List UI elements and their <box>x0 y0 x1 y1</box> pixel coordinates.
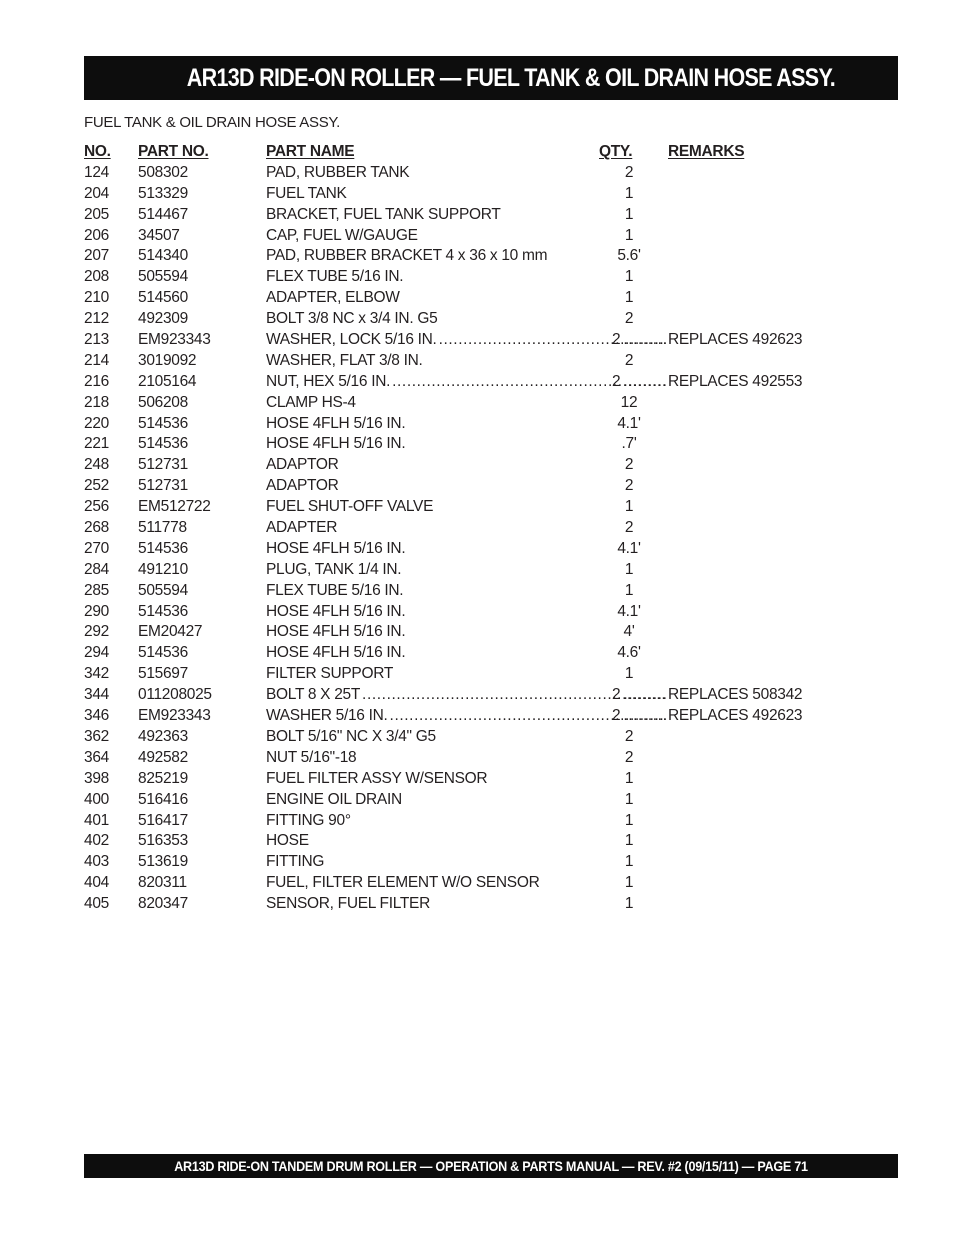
page-title: AR13D RIDE-ON ROLLER — FUEL TANK & OIL DRAIN HOSE ASSY. <box>186 63 836 92</box>
cell-part-name: NUT 5/16"-18 <box>266 748 357 766</box>
cell-qty: 1 <box>624 811 634 829</box>
cell-qty: 2 <box>624 351 634 369</box>
cell-part-no: 514340 <box>138 247 188 265</box>
cell-part-no: 514536 <box>138 435 188 453</box>
cell-part-no: 512731 <box>138 477 188 495</box>
cell-no: 404 <box>84 874 109 892</box>
cell-part-no: 514536 <box>138 602 188 620</box>
cell-part-no: 516417 <box>138 811 188 829</box>
table-row <box>84 560 814 581</box>
cell-qty-leader <box>612 706 666 727</box>
cell-qty: 2 <box>612 686 621 704</box>
cell-part-name: HOSE 4FLH 5/16 IN. <box>266 435 406 453</box>
cell-part-no: 508302 <box>138 163 188 181</box>
table-row <box>84 476 814 497</box>
cell-part-name: HOSE 4FLH 5/16 IN. <box>266 602 406 620</box>
cell-part-name: PLUG, TANK 1/4 IN. <box>266 560 402 578</box>
cell-qty: 2 <box>624 477 634 495</box>
cell-qty: 2 <box>624 310 634 328</box>
table-row <box>84 267 814 288</box>
cell-part-name: HOSE <box>266 832 309 850</box>
table-row <box>84 831 814 852</box>
column-header-remarks: REMARKS <box>668 143 745 160</box>
cell-qty: 1 <box>624 665 634 683</box>
cell-part-name-leader <box>266 330 666 351</box>
table-row <box>84 602 814 623</box>
cell-part-name: FUEL TANK <box>266 184 347 202</box>
page-footer: AR13D RIDE-ON TANDEM DRUM ROLLER — OPERATION & PARTS MANUAL — REV. #2 (09/15/11) — PAGE 71 <box>174 1158 808 1174</box>
cell-part-no: 506208 <box>138 393 188 411</box>
cell-no: 290 <box>84 602 109 620</box>
table-row <box>84 518 814 539</box>
page-title-bar <box>84 56 898 100</box>
table-row <box>84 497 814 518</box>
cell-no: 342 <box>84 665 109 683</box>
table-row <box>84 811 814 832</box>
cell-no: 218 <box>84 393 109 411</box>
cell-remarks: REPLACES 492623 <box>668 707 803 725</box>
cell-part-no: 3019092 <box>138 351 197 369</box>
column-header-part-name: PART NAME <box>266 143 355 160</box>
cell-part-name: ENGINE OIL DRAIN <box>266 790 402 808</box>
cell-qty: 4.6' <box>617 644 641 662</box>
cell-part-name: CAP, FUEL W/GAUGE <box>266 226 418 244</box>
cell-part-no: 820311 <box>138 874 187 892</box>
cell-part-no: 514536 <box>138 414 188 432</box>
cell-no: 220 <box>84 414 109 432</box>
table-row <box>84 330 814 351</box>
cell-qty: 1 <box>624 289 634 307</box>
cell-no: 207 <box>84 247 109 265</box>
cell-no: 221 <box>84 435 109 453</box>
cell-part-name: NUT, HEX 5/16 IN. <box>266 372 391 390</box>
table-row <box>84 894 814 915</box>
column-header-no: NO. <box>84 143 111 160</box>
cell-part-no: 825219 <box>138 769 188 787</box>
cell-part-no: EM20427 <box>138 623 203 641</box>
cell-part-name: CLAMP HS-4 <box>266 393 356 411</box>
cell-part-name: BRACKET, FUEL TANK SUPPORT <box>266 205 501 223</box>
cell-part-name-leader <box>266 685 666 706</box>
cell-no: 362 <box>84 727 109 745</box>
cell-part-name: HOSE 4FLH 5/16 IN. <box>266 539 406 557</box>
table-row <box>84 727 814 748</box>
cell-part-no: 513619 <box>138 853 188 871</box>
cell-qty: 2 <box>624 748 634 766</box>
cell-qty: 2 <box>612 372 621 390</box>
cell-no: 214 <box>84 351 109 369</box>
cell-no: 208 <box>84 268 109 286</box>
cell-no: 252 <box>84 477 109 495</box>
cell-part-no: 512731 <box>138 456 188 474</box>
cell-no: 268 <box>84 519 109 537</box>
cell-no: 285 <box>84 581 109 599</box>
cell-qty: 2 <box>624 163 634 181</box>
dot-leader <box>623 330 666 351</box>
cell-part-name: FILTER SUPPORT <box>266 665 393 683</box>
cell-qty: 4.1' <box>617 414 641 432</box>
cell-part-name: BOLT 3/8 NC x 3/4 IN. G5 <box>266 310 438 328</box>
table-row <box>84 643 814 664</box>
cell-part-no: 492363 <box>138 727 188 745</box>
cell-part-name: HOSE 4FLH 5/16 IN. <box>266 414 406 432</box>
cell-qty: .7' <box>621 435 637 453</box>
cell-part-name: ADAPTER <box>266 519 338 537</box>
cell-part-no: EM923343 <box>138 707 211 725</box>
table-row <box>84 414 814 435</box>
cell-part-no: 516416 <box>138 790 188 808</box>
cell-part-no: 513329 <box>138 184 188 202</box>
cell-no: 400 <box>84 790 109 808</box>
table-row <box>84 581 814 602</box>
cell-qty-leader <box>612 372 666 393</box>
dot-leader <box>623 706 666 727</box>
table-row <box>84 309 814 330</box>
table-row <box>84 622 814 643</box>
cell-part-name: BOLT 8 X 25T <box>266 686 361 704</box>
cell-no: 205 <box>84 205 109 223</box>
cell-qty: 5.6' <box>617 247 641 265</box>
cell-no: 292 <box>84 623 109 641</box>
cell-part-name: BOLT 5/16" NC X 3/4" G5 <box>266 727 436 745</box>
table-row <box>84 434 814 455</box>
dot-leader <box>623 372 666 393</box>
cell-part-no: EM512722 <box>138 498 211 516</box>
cell-part-no: EM923343 <box>138 331 211 349</box>
table-row <box>84 226 814 247</box>
cell-part-no: 515697 <box>138 665 188 683</box>
table-row <box>84 790 814 811</box>
cell-part-no: 514536 <box>138 644 188 662</box>
cell-qty: 1 <box>624 769 634 787</box>
table-row <box>84 351 814 372</box>
cell-no: 204 <box>84 184 109 202</box>
cell-remarks: REPLACES 508342 <box>668 686 803 704</box>
table-row <box>84 205 814 226</box>
parts-table-body <box>84 163 814 915</box>
cell-qty: 4' <box>623 623 635 641</box>
cell-part-no: 511778 <box>138 519 187 537</box>
cell-remarks: REPLACES 492553 <box>668 372 803 390</box>
cell-qty: 1 <box>624 560 634 578</box>
cell-no: 270 <box>84 539 109 557</box>
cell-qty: 4.1' <box>617 602 641 620</box>
cell-qty: 1 <box>624 268 634 286</box>
table-row <box>84 455 814 476</box>
cell-part-name: WASHER, FLAT 3/8 IN. <box>266 351 423 369</box>
cell-part-name-leader <box>266 706 666 727</box>
cell-no: 346 <box>84 707 109 725</box>
cell-part-no: 492309 <box>138 310 188 328</box>
table-row <box>84 184 814 205</box>
cell-qty: 1 <box>624 226 634 244</box>
table-row <box>84 748 814 769</box>
cell-no: 256 <box>84 498 109 516</box>
cell-qty: 4.1' <box>617 539 641 557</box>
cell-qty: 2 <box>624 456 634 474</box>
section-title: FUEL TANK & OIL DRAIN HOSE ASSY. <box>84 114 341 131</box>
cell-qty: 1 <box>624 895 634 913</box>
cell-part-name: FITTING <box>266 853 325 871</box>
cell-part-name: SENSOR, FUEL FILTER <box>266 895 430 913</box>
cell-no: 402 <box>84 832 109 850</box>
cell-part-no: 514536 <box>138 539 188 557</box>
table-row <box>84 685 814 706</box>
cell-part-no: 34507 <box>138 226 180 244</box>
cell-part-no: 516353 <box>138 832 188 850</box>
table-row <box>84 393 814 414</box>
cell-no: 284 <box>84 560 109 578</box>
cell-part-name: FITTING 90° <box>266 811 351 829</box>
dot-leader <box>623 685 666 706</box>
cell-part-name: ADAPTOR <box>266 477 339 495</box>
cell-part-name: FLEX TUBE 5/16 IN. <box>266 268 404 286</box>
cell-no: 403 <box>84 853 109 871</box>
column-header-part-no: PART NO. <box>138 143 209 160</box>
cell-part-name: FUEL FILTER ASSY W/SENSOR <box>266 769 488 787</box>
cell-no: 210 <box>84 289 109 307</box>
cell-no: 401 <box>84 811 109 829</box>
cell-no: 344 <box>84 686 109 704</box>
cell-part-name: PAD, RUBBER BRACKET 4 x 36 x 10 mm <box>266 247 548 265</box>
cell-qty-leader <box>612 330 666 351</box>
cell-part-no: 505594 <box>138 581 188 599</box>
cell-part-name: HOSE 4FLH 5/16 IN. <box>266 644 406 662</box>
cell-part-name-leader <box>266 372 666 393</box>
cell-qty: 1 <box>624 874 634 892</box>
cell-qty: 2 <box>624 727 634 745</box>
cell-no: 124 <box>84 163 109 181</box>
cell-part-name: HOSE 4FLH 5/16 IN. <box>266 623 406 641</box>
cell-no: 216 <box>84 372 109 390</box>
cell-qty: 1 <box>624 790 634 808</box>
cell-part-no: 514560 <box>138 289 188 307</box>
table-row <box>84 288 814 309</box>
cell-qty: 2 <box>612 331 621 349</box>
cell-part-no: 491210 <box>138 560 188 578</box>
table-row <box>84 873 814 894</box>
cell-part-no: 2105164 <box>138 372 197 390</box>
table-row <box>84 769 814 790</box>
cell-part-no: 011208025 <box>138 686 212 704</box>
cell-part-name: FLEX TUBE 5/16 IN. <box>266 581 404 599</box>
cell-part-name: WASHER, LOCK 5/16 IN. <box>266 331 437 349</box>
column-header-qty: QTY. <box>599 143 633 160</box>
cell-part-name: ADAPTER, ELBOW <box>266 289 400 307</box>
cell-no: 294 <box>84 644 109 662</box>
page-footer-bar <box>84 1154 898 1178</box>
cell-part-no: 492582 <box>138 748 188 766</box>
cell-part-name: FUEL, FILTER ELEMENT W/O SENSOR <box>266 874 540 892</box>
cell-part-name: ADAPTOR <box>266 456 339 474</box>
cell-qty: 1 <box>624 184 634 202</box>
cell-part-no: 820347 <box>138 895 188 913</box>
cell-no: 213 <box>84 331 109 349</box>
cell-no: 364 <box>84 748 109 766</box>
cell-part-name: PAD, RUBBER TANK <box>266 163 410 181</box>
cell-qty: 12 <box>620 393 638 411</box>
table-row <box>84 372 814 393</box>
cell-qty: 2 <box>612 707 621 725</box>
parts-table <box>84 142 814 915</box>
cell-no: 212 <box>84 310 109 328</box>
cell-qty: 1 <box>624 498 634 516</box>
cell-qty: 1 <box>624 832 634 850</box>
table-row <box>84 539 814 560</box>
cell-qty-leader <box>612 685 666 706</box>
parts-table-header <box>84 142 814 163</box>
cell-qty: 1 <box>624 205 634 223</box>
cell-qty: 1 <box>624 853 634 871</box>
cell-remarks: REPLACES 492623 <box>668 331 803 349</box>
table-row <box>84 246 814 267</box>
cell-no: 405 <box>84 895 109 913</box>
cell-part-name: FUEL SHUT-OFF VALVE <box>266 498 434 516</box>
cell-part-no: 514467 <box>138 205 188 223</box>
cell-qty: 2 <box>624 519 634 537</box>
table-row <box>84 664 814 685</box>
cell-part-name: WASHER 5/16 IN. <box>266 707 388 725</box>
cell-no: 206 <box>84 226 109 244</box>
cell-no: 248 <box>84 456 109 474</box>
cell-part-no: 505594 <box>138 268 188 286</box>
table-row <box>84 163 814 184</box>
table-row <box>84 852 814 873</box>
cell-qty: 1 <box>624 581 634 599</box>
cell-no: 398 <box>84 769 109 787</box>
table-row <box>84 706 814 727</box>
